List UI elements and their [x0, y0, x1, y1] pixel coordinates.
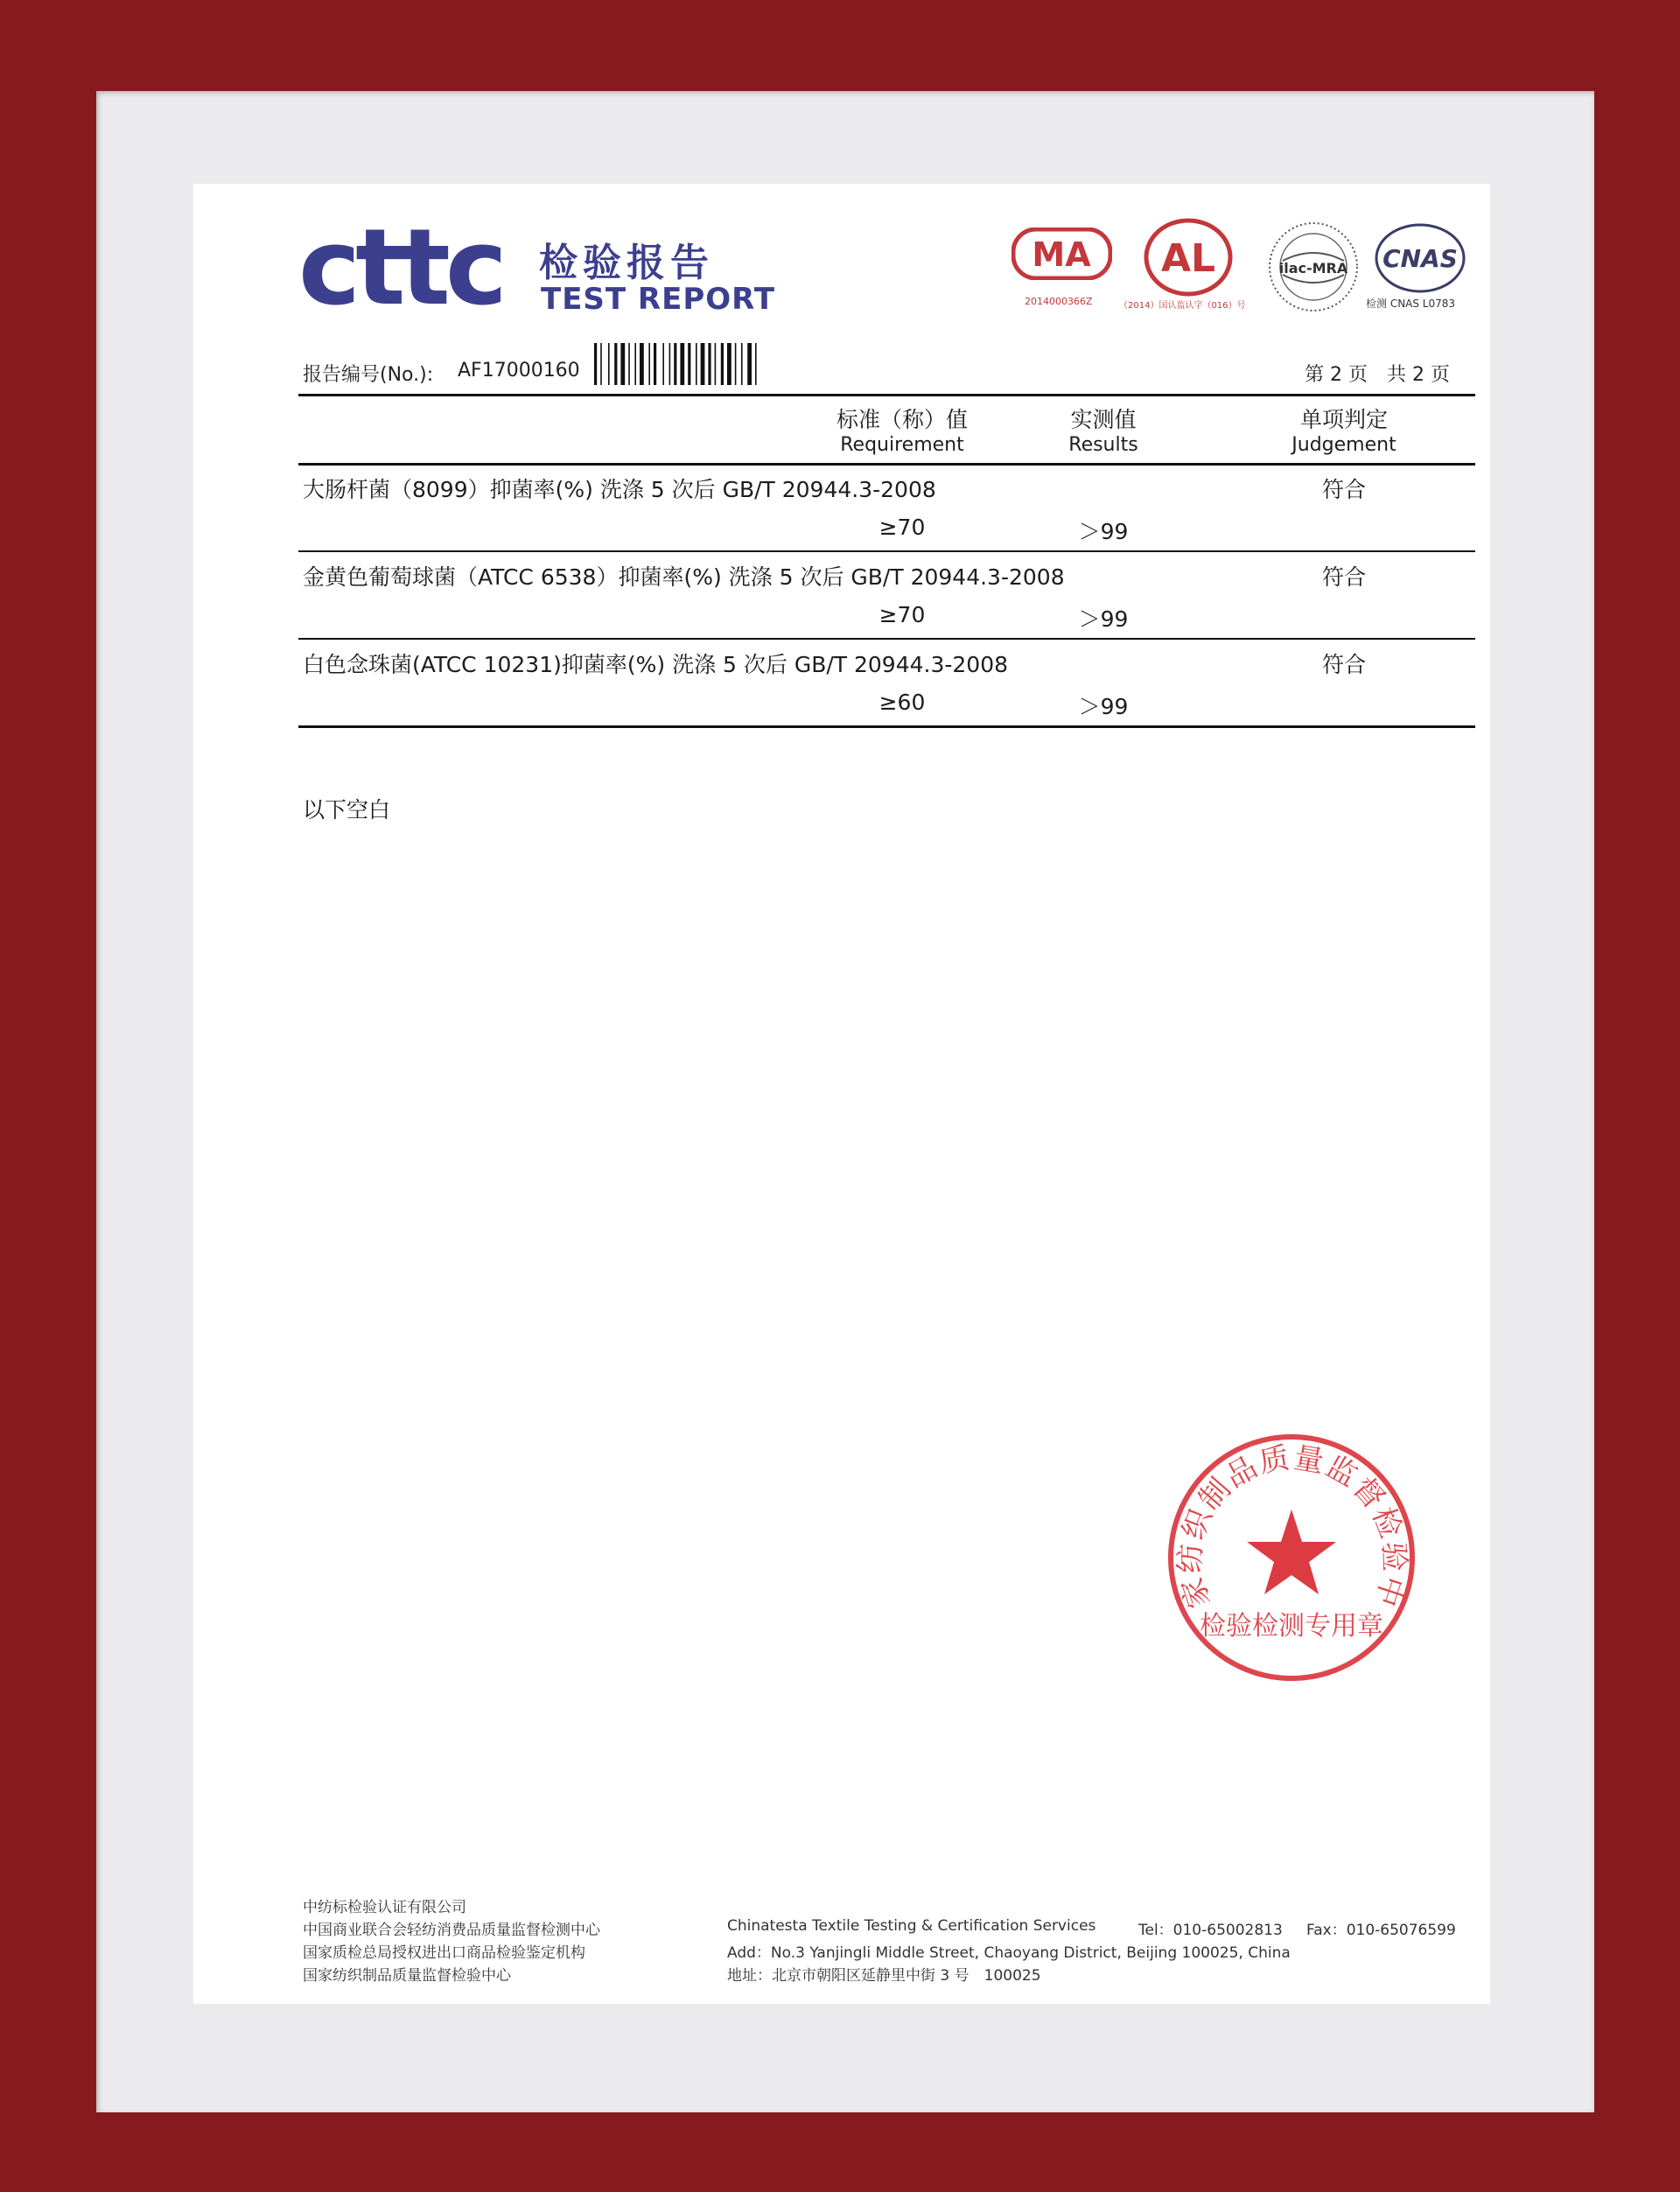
row-3-judgement: 符合: [1321, 652, 1366, 677]
row-1-result: ＞99: [1078, 519, 1129, 544]
col-requirement-cn: 标准（称）值: [836, 407, 968, 432]
row-1-rule: [298, 550, 1475, 552]
row-3-result: ＞99: [1078, 694, 1129, 719]
barcode-bar: [640, 343, 644, 385]
barcode-bar: [688, 343, 690, 385]
footer-tel: Tel：010-65002813: [1138, 1922, 1283, 1939]
seal-inner-text: 检验检测专用章: [1200, 1611, 1383, 1642]
table-bottom-rule: [298, 725, 1475, 728]
barcode-bar: [755, 343, 757, 385]
barcode-bar: [634, 343, 636, 385]
barcode-bar: [674, 343, 676, 385]
report-title-en: TEST REPORT: [541, 282, 776, 317]
row-1-item: 大肠杆菌（8099）抑菌率(%) 洗涤 5 次后 GB/T 20944.3-2008: [303, 477, 936, 502]
row-1-judgement: 符合: [1321, 477, 1366, 502]
cal-mark-label: AL: [1160, 236, 1216, 281]
barcode-bar: [696, 343, 697, 385]
col-requirement-en: Requirement: [840, 434, 964, 456]
barcode-bar: [669, 343, 671, 385]
barcode-bar: [654, 343, 656, 385]
barcode-bar: [608, 343, 610, 385]
cal-caption: （2014）国认监认字（016）号: [1119, 301, 1246, 311]
barcode-bar: [727, 343, 732, 385]
ilac-mra-mark: [1265, 219, 1362, 315]
barcode-bar: [620, 343, 625, 385]
table-top-rule: [298, 394, 1475, 396]
row-2-judgement: 符合: [1321, 564, 1366, 590]
barcode-bar: [741, 343, 743, 385]
row-3-item: 白色念珠菌(ATCC 10231)抑菌率(%) 洗涤 5 次后 GB/T 20944.3-2008: [303, 652, 1009, 677]
ilac-mra-label: ilac-MRA: [1278, 260, 1348, 277]
row-3-requirement: ≥60: [878, 690, 926, 715]
cal-mark: [1143, 216, 1235, 299]
barcode-bar: [680, 343, 684, 385]
official-seal-stamp: [1160, 1426, 1423, 1689]
cnas-label: CNAS: [1382, 244, 1458, 273]
cma-mark: [1012, 228, 1112, 280]
cma-caption: 2014000366Z: [1025, 296, 1093, 307]
footer-org-3: 国家质检总局授权进出口商品检验鉴定机构: [303, 1944, 585, 1962]
barcode-bar: [600, 343, 602, 385]
svg-text:国家纺织制品质量监督检验中心: [1160, 1426, 1411, 1612]
barcode-bar: [701, 343, 705, 385]
cma-mark-label: MA: [1032, 235, 1091, 274]
col-judgement-en: Judgement: [1292, 434, 1396, 456]
barcode-bar: [715, 343, 717, 385]
col-results-en: Results: [1068, 434, 1138, 456]
footer-org-1: 中纺标检验认证有限公司: [303, 1899, 466, 1916]
report-no: AF17000160: [458, 360, 580, 382]
barcode: [592, 341, 776, 387]
row-2-result: ＞99: [1078, 606, 1129, 632]
row-2-item: 金黄色葡萄球菌（ATCC 6538）抑菌率(%) 洗涤 5 次后 GB/T 20944.3-2008: [303, 564, 1065, 590]
footer-address-cn: 地址：北京市朝阳区延静里中街 3 号 100025: [727, 1967, 1041, 1985]
cnas-caption: 检测 CNAS L0783: [1366, 298, 1456, 310]
blank-below-note: 以下空白: [303, 797, 391, 823]
barcode-bar: [662, 343, 664, 385]
barcode-bar: [721, 343, 724, 385]
footer-org-2: 中国商业联合会轻纺消费品质量监督检测中心: [303, 1922, 600, 1939]
table-header-rule: [298, 463, 1475, 466]
page-indicator: 第 2 页 共 2 页: [1305, 364, 1450, 386]
barcode-bar: [614, 343, 617, 385]
report-page: [193, 184, 1490, 2004]
report-title-cn: 检验报告: [539, 241, 714, 285]
row-1-requirement: ≥70: [878, 515, 926, 540]
barcode-bar: [735, 343, 737, 385]
barcode-bar: [594, 343, 597, 385]
footer-address-en: Add：No.3 Yanjingli Middle Street, Chaoyang District, Beijing 100025, China: [727, 1944, 1291, 1962]
cnas-mark: [1372, 219, 1468, 298]
col-results-cn: 实测值: [1070, 407, 1137, 432]
footer-company-en: Chinatesta Textile Testing & Certification Services: [727, 1917, 1096, 1935]
barcode-bar: [648, 343, 650, 385]
report-no-label: 报告编号(No.):: [303, 364, 434, 386]
row-2-rule: [298, 638, 1475, 640]
cttc-logo: cttc: [298, 207, 502, 329]
barcode-bar: [747, 343, 752, 385]
seal-outer-text: 家纺织制品质量监督检验中: [1172, 1439, 1412, 1613]
barcode-bar: [708, 343, 710, 385]
col-judgement-cn: 单项判定: [1299, 407, 1388, 432]
barcode-bar: [628, 343, 630, 385]
footer-org-4: 国家纺织制品质量监督检验中心: [303, 1967, 511, 1985]
footer-fax: Fax：010-65076599: [1306, 1922, 1456, 1939]
row-2-requirement: ≥70: [878, 602, 926, 627]
